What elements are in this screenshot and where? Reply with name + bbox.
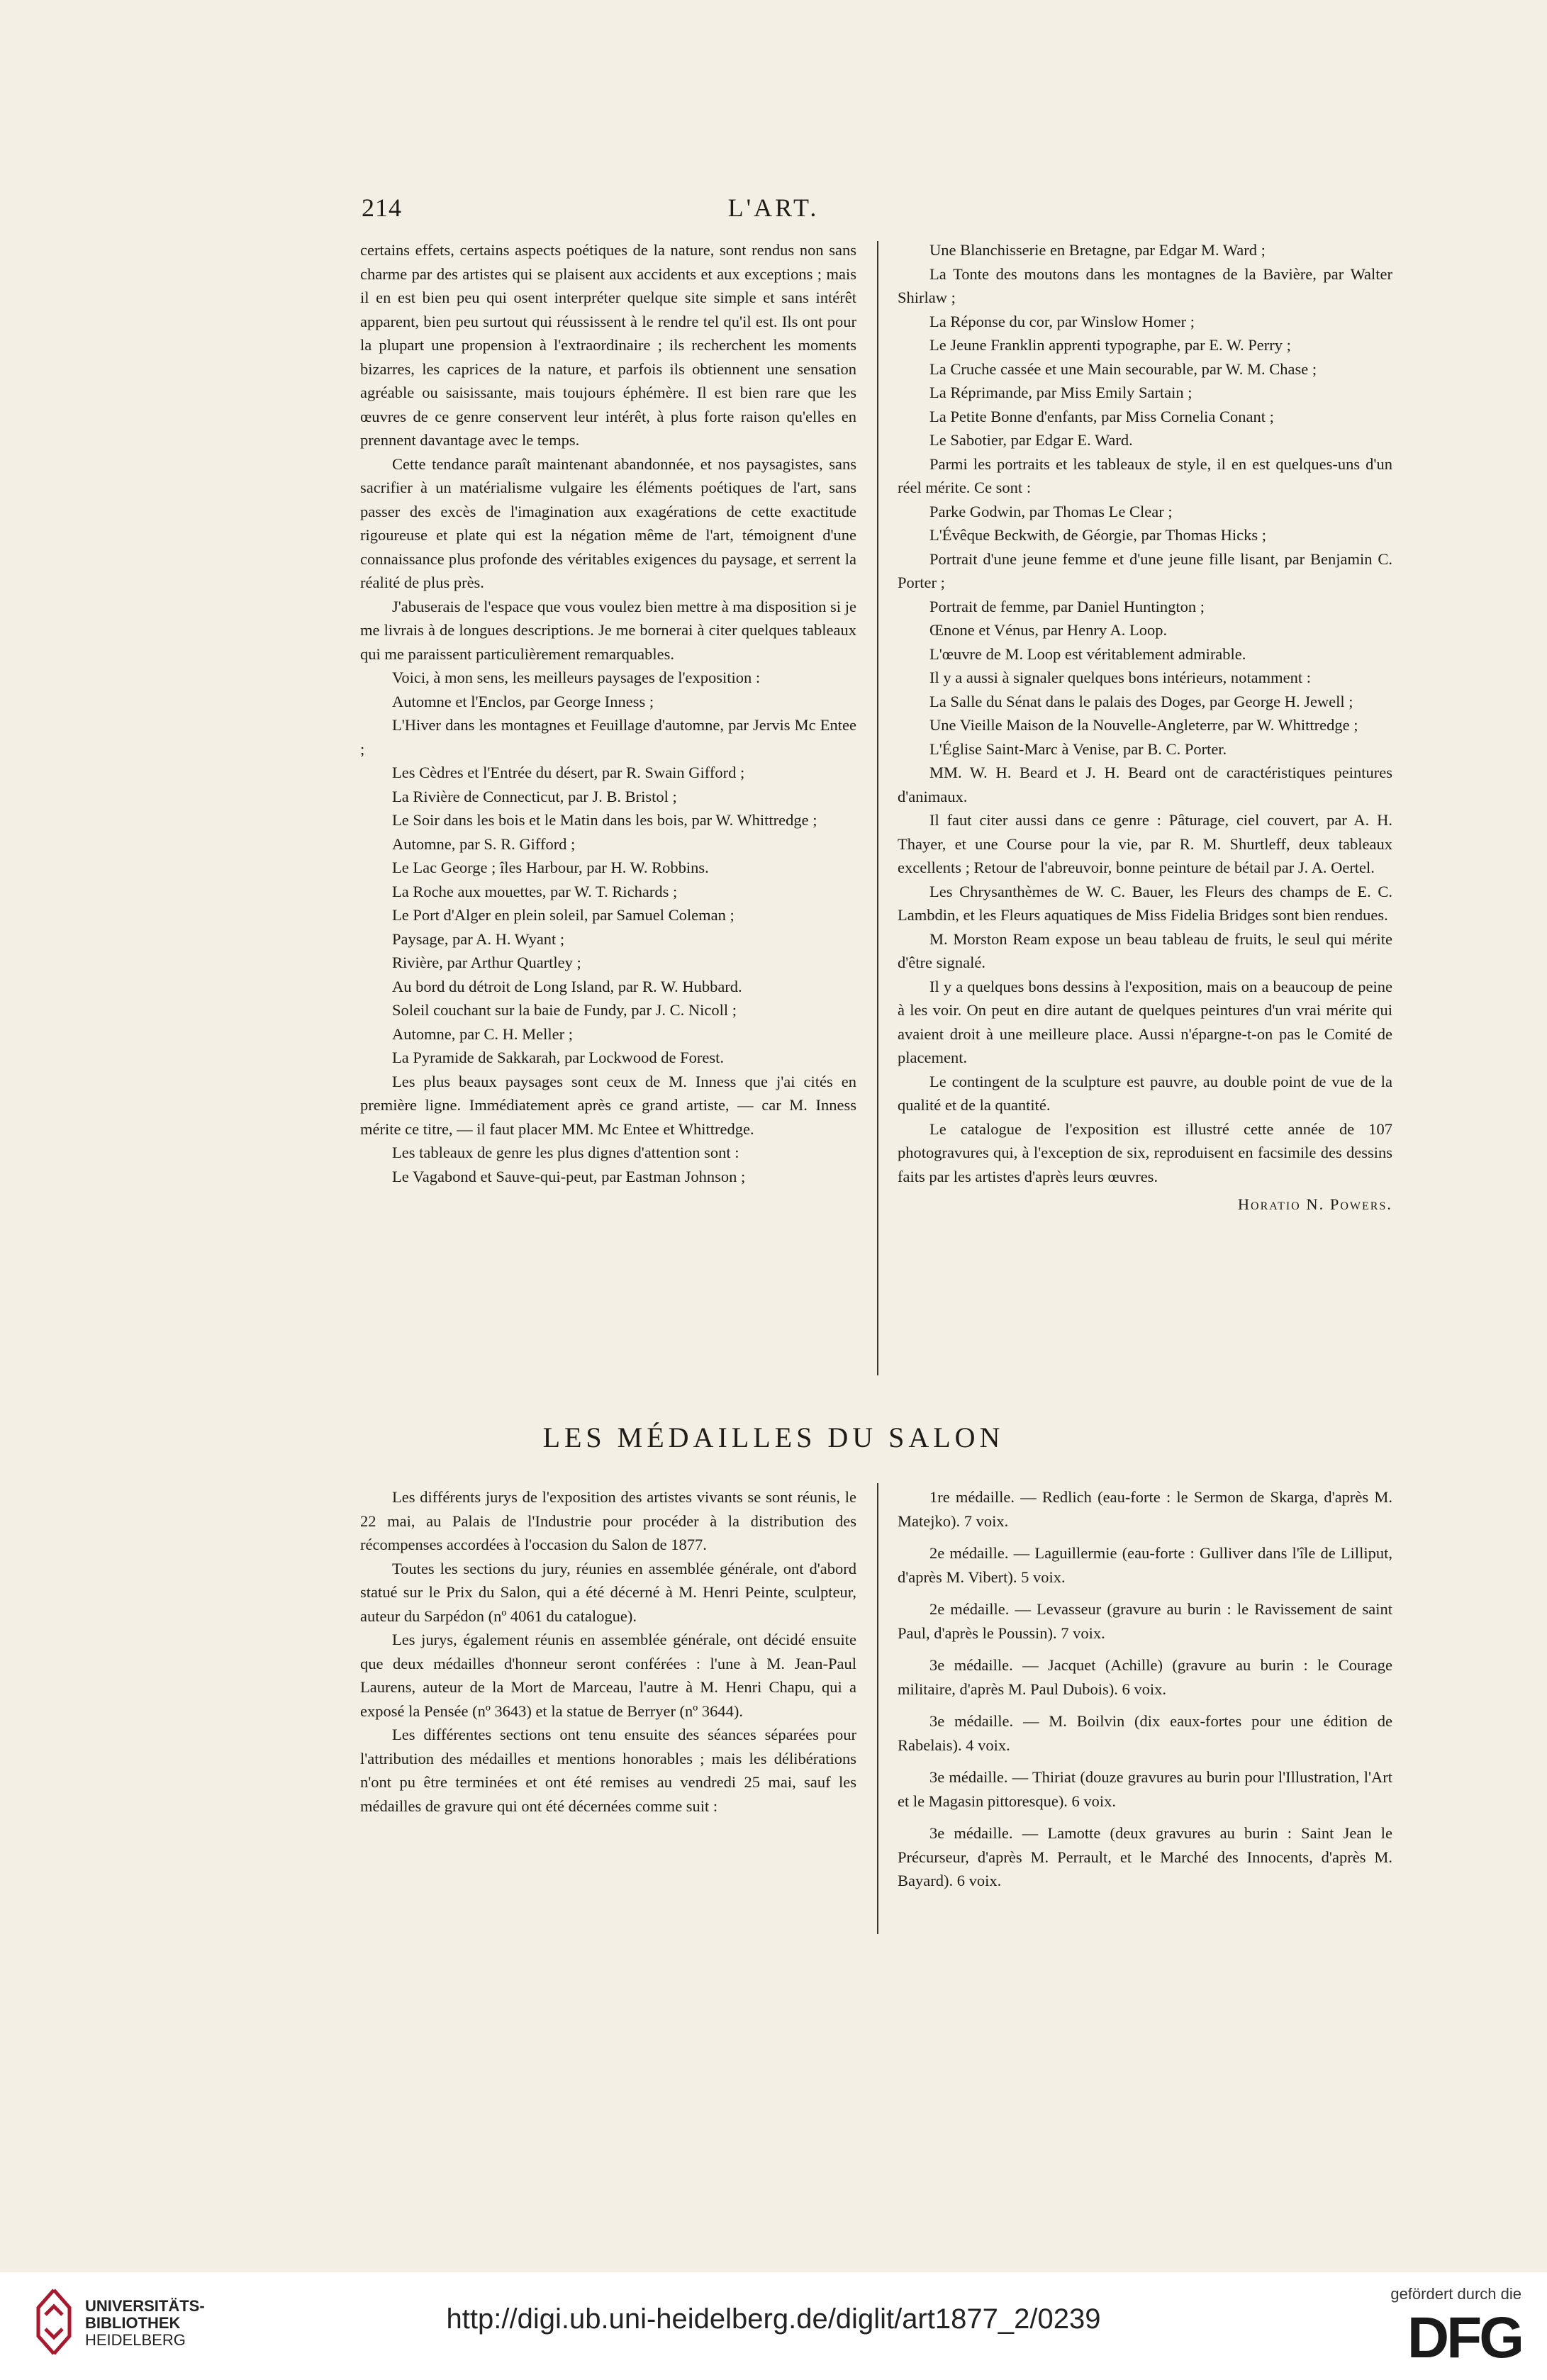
column-divider: [877, 241, 878, 1375]
paragraph: Une Vieille Maison de la Nouvelle-Angleterre, par W. Whittredge ;: [929, 716, 1358, 734]
paragraph: 3e médaille. — Jacquet (Achille) (gravure au burin : le Courage militaire, d'après M. Paul Dubois). 6 voix.: [898, 1656, 1392, 1698]
paragraph: Les Cèdres et l'Entrée du désert, par R. Swain Gifford ;: [392, 764, 745, 781]
paragraph: L'Hiver dans les montagnes et Feuillage d'automne, par Jervis Mc Entee ;: [360, 716, 856, 758]
article1-right-column: [898, 238, 1392, 1217]
paragraph: Portrait d'une jeune femme et d'une jeune fille lisant, par Benjamin C. Porter ;: [898, 549, 1392, 591]
paragraph: Le Sabotier, par Edgar E. Ward.: [929, 431, 1133, 449]
paragraph: Au bord du détroit de Long Island, par R. W. Hubbard.: [392, 977, 742, 995]
paragraph: La Roche aux mouettes, par W. T. Richards ;: [392, 882, 678, 900]
running-title: L'ART.: [727, 194, 820, 222]
paragraph: 2e médaille. — Laguillermie (eau-forte : Gulliver dans l'île de Lilliput, d'après M. Vibert). 5 voix.: [898, 1544, 1392, 1586]
page-header: [0, 193, 1547, 235]
library-name-line: UNIVERSITÄTS-: [85, 2297, 205, 2315]
paragraph: Le Soir dans les bois et le Matin dans les bois, par W. Whittredge ;: [392, 811, 817, 829]
paragraph: 3e médaille. — Lamotte (deux gravures au burin : Saint Jean le Précurseur, d'après M. Perrault, et le Marché des Innocents, d'après M. Bayard). 6 voix.: [898, 1824, 1392, 1889]
paragraph: Il y a aussi à signaler quelques bons intérieurs, notamment :: [929, 669, 1312, 686]
paragraph: Œnone et Vénus, par Henry A. Loop.: [929, 621, 1168, 639]
paragraph: Le Jeune Franklin apprenti typographe, par E. W. Perry ;: [929, 336, 1291, 354]
paragraph: 3e médaille. — M. Boilvin (dix eaux-fortes pour une édition de Rabelais). 4 voix.: [898, 1712, 1392, 1754]
paragraph: Automne, par C. H. Meller ;: [392, 1024, 573, 1043]
paragraph: L'Évêque Beckwith, de Géorgie, par Thomas Hicks ;: [929, 526, 1266, 544]
paragraph: Automne, par S. R. Gifford ;: [392, 834, 576, 853]
paragraph: Automne et l'Enclos, par George Inness ;: [392, 692, 654, 710]
paragraph: L'œuvre de M. Loop est véritablement admirable.: [929, 644, 1246, 663]
paragraph: L'Église Saint-Marc à Venise, par B. C. Porter.: [929, 739, 1227, 758]
paragraph: Une Blanchisserie en Bretagne, par Edgar M. Ward ;: [929, 241, 1266, 259]
author-signature: Horatio N. Powers.: [1237, 1195, 1392, 1213]
paragraph: Les différents jurys de l'exposition des artistes vivants se sont réunis, le 22 mai, au Palais de l'Industrie pour procéder à la distribution des récompenses accordées à l'occasion du Salon de 1877.: [360, 1488, 856, 1553]
permalink-url[interactable]: http://digi.ub.uni-heidelberg.de/diglit/art1877_2/0239: [446, 2303, 1101, 2335]
paragraph: La Petite Bonne d'enfants, par Miss Cornelia Conant ;: [929, 407, 1274, 425]
paragraph: Le Port d'Alger en plein soleil, par Samuel Coleman ;: [392, 906, 735, 924]
paragraph: La Réponse du cor, par Winslow Homer ;: [929, 312, 1195, 330]
paragraph: Les plus beaux paysages sont ceux de M. Inness que j'ai cités en première ligne. Immédiatement après ce grand artiste, — car M. Inness mérite ce titre, — il faut placer MM. Mc Entee et Whittredge.: [360, 1072, 856, 1138]
paragraph: La Réprimande, par Miss Emily Sartain ;: [929, 384, 1193, 401]
paragraph: 3e médaille. — Thiriat (douze gravures au burin pour l'Illustration, l'Art et le Magasin pittoresque). 6 voix.: [898, 1768, 1392, 1810]
paragraph: Les différentes sections ont tenu ensuite des séances séparées pour l'attribution des médailles et mentions honorables ; mais les délibérations n'ont pu être terminées et ont été remises au vendredi 25 mai, sauf les médailles de gravure qui ont été décernées comme suit :: [360, 1726, 856, 1815]
article2-left-column: [360, 1485, 856, 1818]
section-title: LES MÉDAILLES DU SALON: [542, 1421, 1005, 1453]
paragraph: Soleil couchant sur la baie de Fundy, par J. C. Nicoll ;: [392, 1001, 737, 1019]
article2-right-column: [898, 1485, 1392, 1901]
paragraph: La Tonte des moutons dans les montagnes de la Bavière, par Walter Shirlaw ;: [898, 264, 1392, 306]
paragraph: La Pyramide de Sakkarah, par Lockwood de Forest.: [392, 1049, 724, 1066]
paragraph: Les tableaux de genre les plus dignes d'attention sont :: [392, 1144, 739, 1161]
paragraph: Portrait de femme, par Daniel Huntington ;: [929, 597, 1205, 615]
paragraph: certains effets, certains aspects poétiques de la nature, sont rendus non sans charme par des artistes qui se plaisent aux accidents et aux exceptions ; mais il en est bien peu qui osent interpréter quelque site simple et sans intérêt apparent, bien peu surtout qui réussissent à le rendre tel qu'il est. Ils ont pour la plupart une propension à l'extraordinaire ; ils recherchent les moments bizarres, les caprices de la nature, et parfois ils obtiennent une sensation agréable ou saisissante, mais toujours éphémère. Il est bien rare que les œuvres de ce genre conservent leur intérêt, à plus forte raison qu'elles en prennent davantage avec le temps.: [360, 241, 856, 449]
paragraph: Parke Godwin, par Thomas Le Clear ;: [929, 502, 1173, 520]
paragraph: Il faut citer aussi dans ce genre : Pâturage, ciel couvert, par A. H. Thayer, et une Course pour la vie, par R. M. Shurtleff, deux tableaux excellents ; Retour de l'abreuvoir, bonne peinture de bétail par J. A. Oertel.: [898, 811, 1392, 876]
paragraph: Cette tendance paraît maintenant abandonnée, et nos paysagistes, sans sacrifier à un matérialisme vulgaire les éléments poétiques de l'art, sans passer des excès de l'imagination aux exagérations de cette exactitude rigoureuse et plate qui est la négation même de l'art, témoignent d'une connaissance plus profonde des véritables exigences du paysage, et serrent la réalité de plus près.: [360, 454, 856, 591]
dfg-logo: DFG: [1407, 2306, 1521, 2370]
column-divider: [877, 1483, 878, 1934]
page-number: 214: [362, 194, 402, 222]
paragraph: MM. W. H. Beard et J. H. Beard ont de caractéristiques peintures d'animaux.: [898, 764, 1392, 805]
paragraph: La Salle du Sénat dans le palais des Doges, par George H. Jewell ;: [929, 692, 1353, 710]
paragraph: Rivière, par Arthur Quartley ;: [392, 954, 581, 971]
paragraph: M. Morston Ream expose un beau tableau de fruits, le seul qui mérite d'être signalé.: [898, 929, 1392, 971]
paragraph: 2e médaille. — Levasseur (gravure au burin : le Ravissement de saint Paul, d'après le Poussin). 7 voix.: [898, 1600, 1392, 1642]
paragraph: Le catalogue de l'exposition est illustré cette année de 107 photogravures qui, à l'exception de six, reproduisent en facsimile des dessins faits par les artistes d'après leurs œuvres.: [898, 1119, 1392, 1185]
paragraph: Toutes les sections du jury, réunies en assemblée générale, ont d'abord statué sur le Prix du Salon, qui a été décerné à M. Henri Peinte, sculpteur, auteur du Sarpédon (nº 4061 du catalogue).: [360, 1559, 856, 1625]
library-name-line: BIBLIOTHEK: [85, 2314, 181, 2332]
paragraph: La Rivière de Connecticut, par J. B. Bristol ;: [392, 787, 677, 805]
paragraph: Le Vagabond et Sauve-qui-peut, par Eastman Johnson ;: [392, 1167, 746, 1185]
funded-by-text: gefördert durch die: [1390, 2285, 1521, 2303]
paragraph: J'abuserais de l'espace que vous voulez bien mettre à ma disposition si je me livrais à de longues descriptions. Je me bornerai à citer quelques tableaux qui me paraissent particulièrement remarquables.: [360, 597, 856, 663]
footer-bar: [0, 2272, 1547, 2380]
paragraph: La Cruche cassée et une Main secourable, par W. M. Chase ;: [929, 359, 1317, 378]
paragraph: Le Lac George ; îles Harbour, par H. W. Robbins.: [392, 859, 709, 876]
paragraph: Les Chrysanthèmes de W. C. Bauer, les Fleurs des champs de E. C. Lambdin, et les Fleurs aquatiques de Miss Fidelia Bridges sont bien rendues.: [898, 882, 1392, 924]
paragraph: Les jurys, également réunis en assemblée générale, ont décidé ensuite que deux médailles d'honneur seront conférées : l'une à M. Jean-Paul Laurens, auteur de la Mort de Marceau, l'autre à M. Henri Chapu, qui a exposé la Pensée (nº 3643) et la statue de Berryer (nº 3644).: [360, 1631, 856, 1720]
library-name-line: HEIDELBERG: [85, 2331, 186, 2349]
paragraph: Il y a quelques bons dessins à l'exposition, mais on a beaucoup de peine à les voir. On peut en dire autant de quelques peintures d'un vrai mérite qui avaient droit à une meilleure place. Aussi n'épargne-t-on pas le Comité de placement.: [898, 977, 1392, 1066]
paragraph: Parmi les portraits et les tableaux de style, il en est quelques-uns d'un réel mérite. Ce sont :: [898, 454, 1392, 496]
paragraph: Voici, à mon sens, les meilleurs paysages de l'exposition :: [392, 669, 761, 686]
paragraph: Le contingent de la sculpture est pauvre, au double point de vue de la qualité et de la quantité.: [898, 1072, 1392, 1114]
paragraph: Paysage, par A. H. Wyant ;: [392, 929, 565, 948]
paragraph: 1re médaille. — Redlich (eau-forte : le Sermon de Skarga, d'après M. Matejko). 7 voix.: [898, 1488, 1392, 1530]
article1-left-column: [360, 238, 856, 1188]
